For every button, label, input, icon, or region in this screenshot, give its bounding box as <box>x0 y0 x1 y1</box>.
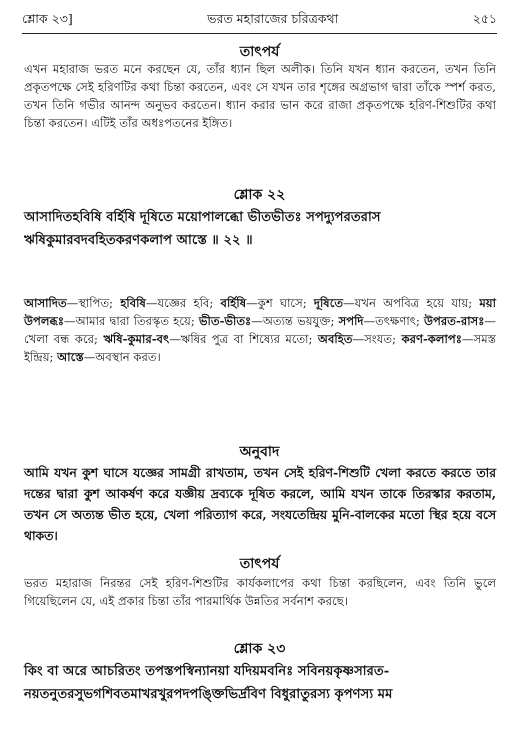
synonym-word: ময়া উপলব্ধঃ <box>24 296 496 328</box>
header-chapter-title: ভরত মহারাজের চরিত্রকথা <box>207 11 339 26</box>
synonym-meaning: —কুশ ঘাসে; <box>246 296 314 310</box>
synonym-meaning: —যজ্ঞের হবি; <box>145 296 221 310</box>
header-verse-ref: শ্লোক ২৩] <box>22 11 73 26</box>
synonym-word: আস্তে <box>57 350 84 364</box>
verse-text <box>24 660 496 706</box>
synonym-word: দূষিতে <box>313 296 344 310</box>
synonym-meaning: —অত্যন্ত ভয়যুক্ত; <box>251 314 339 328</box>
verse-heading: শ্লোক ২৩ <box>233 641 286 657</box>
synonym-meaning: —সমস্ত ইন্দ্রিয়; <box>24 332 496 364</box>
running-header <box>22 10 497 32</box>
synonym-meaning: —ঋষির পুত্র বা শিষ্যের মতো; <box>169 332 318 346</box>
synonym-word: ভীত-ভীতঃ <box>198 314 252 328</box>
header-rule <box>22 33 497 34</box>
translation-text: আমি যখন কুশ ঘাসে যজ্ঞের সামগ্রী রাখতাম, তখন সেই হরিণ-শিশুটি খেলা করতে করতে তার দন্তের দ্বারা কুশ আকর্ষণ করে যজ্ঞীয় দ্রব্যকে দূষিত করলে, আমি যখন তাকে তিরস্কার করতাম, তখন সে অত্যন্ত ভীত হয়ে, খেলা পরিত্যাগ করে, সংযতেন্দ্রিয় মুনি-বালকের মতো স্থির হয়ে বসে থাকত। <box>24 465 496 543</box>
synonym-meaning: —যখন অপবিত্র হয়ে যায়; <box>343 296 480 310</box>
synonym-meaning: —খেলা বন্ধ করে; <box>24 314 496 346</box>
synonym-meaning: —স্থাপিত; <box>66 296 121 310</box>
verse-line: কিং বা অরে আচরিতং তপস্তপস্বিন্যানয়া যদিয়মবনিঃ সবিনয়কৃষ্ণসারত- <box>24 664 390 679</box>
verse-text <box>24 206 496 252</box>
synonym-word: করণ-কলাপঃ <box>401 332 462 346</box>
verse-line: নয়তনুতরসুভগশিবতমাখরখুরপদপঙ্ক্তিভির্দ্রবিণ বিধুরাতুরস্য কৃপণস্য মম <box>24 687 393 702</box>
page-number: ২৫১ <box>472 11 497 26</box>
synonym-word: ঋষি-কুমার-বৎ <box>103 332 170 346</box>
purport-text: এখন মহারাজ ভরত মনে করছেন যে, তাঁর ধ্যান ছিল অলীক। তিনি যখন ধ্যান করতেন, তখন তিনি প্রকৃতপক্ষে সেই হরিণটির কথা চিন্তা করতেন, এবং সে যখন তার শৃঙ্গের অগ্রভাগ দ্বারা তাঁকে স্পর্শ করত, তখন তিনি গভীর আনন্দ অনুভব করতেন। ধ্যান করার ভান করে রাজা প্রকৃতপক্ষে হরিণ-শিশুটির কথা চিন্তা করতেন। এটিই তাঁর অধঃপতনের ইঙ্গিত। <box>24 62 496 130</box>
synonym-word: অবহিত <box>317 332 353 346</box>
translation-heading: অনুবাদ <box>239 444 280 460</box>
synonym-meaning: —সংযত; <box>352 332 402 346</box>
synonym-word: সপদি <box>338 314 364 328</box>
synonym-word: বর্হিষি <box>220 296 247 310</box>
synonym-word: আসাদিত <box>24 296 67 310</box>
synonym-meaning: —অবস্থান করত। <box>83 350 161 364</box>
synonym-meaning: —আমার দ্বারা তিরস্কৃত হয়ে; <box>64 314 199 328</box>
verse-line: ঋষিকুমারবদবহিতকরণকলাপ আস্তে ॥ ২২ ॥ <box>24 233 253 248</box>
purport-text: ভরত মহারাজ নিরন্তর সেই হরিণ-শিশুটির কার্যকলাপের কথা চিন্তা করছিলেন, এবং তিনি ভুলে গিয়েছিলেন যে, এই প্রকার চিন্তা তাঁর পারমার্থিক উন্নতির সর্বনাশ করছে। <box>24 576 496 608</box>
synonym-word: হবিষি <box>120 296 146 310</box>
synonyms-paragraph <box>24 294 496 366</box>
purport-heading: তাৎপর্য <box>239 556 280 572</box>
synonym-word: উপরত-রাসঃ <box>424 314 485 328</box>
purport-heading: তাৎপর্য <box>239 44 280 60</box>
verse-line: আসাদিতহবিষি বর্হিষি দূষিতে ময়োপালব্ধো ভীতভীতঃ সপদ্যুপরতরাস <box>24 210 381 225</box>
synonym-meaning: —তৎক্ষণাৎ; <box>363 314 425 328</box>
verse-heading: শ্লোক ২২ <box>233 187 286 203</box>
